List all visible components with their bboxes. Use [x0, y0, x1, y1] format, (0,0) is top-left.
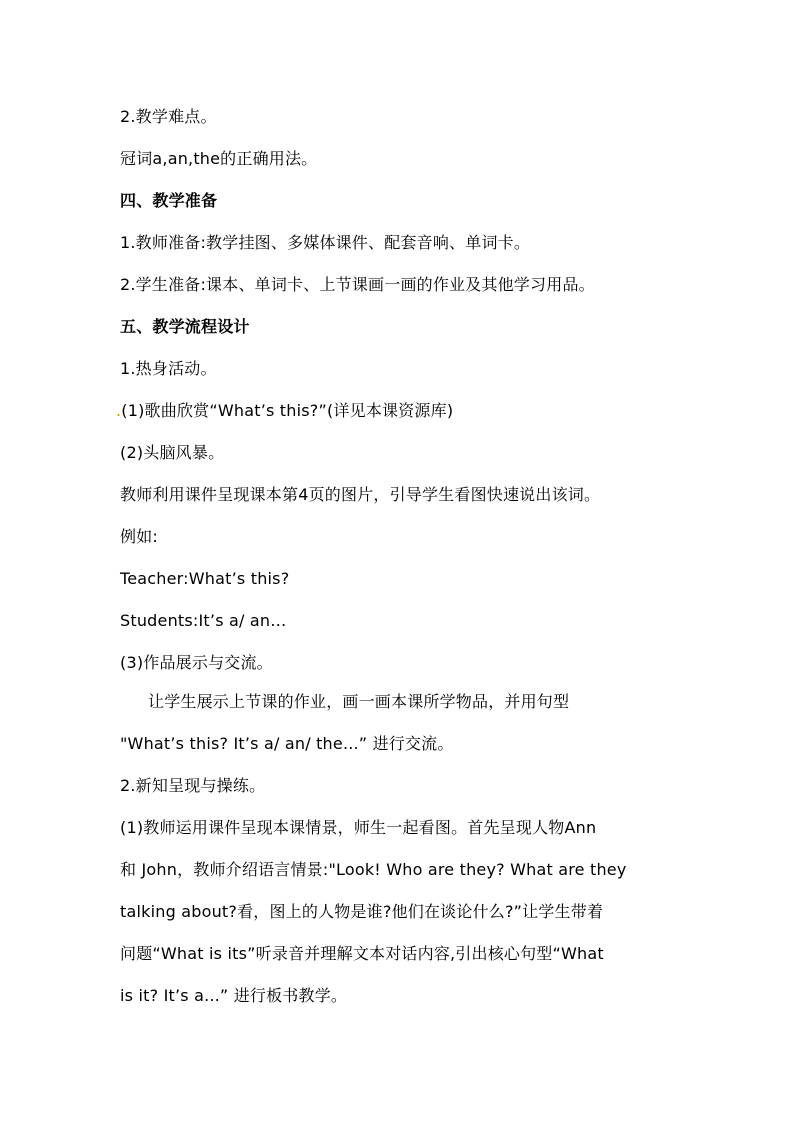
- paragraph-teacher-presents-picture: 教师利用课件呈现课本第4页的图片，引导学生看图快速说出该词。: [120, 485, 601, 504]
- song-appreciation-text: (1)歌曲欣赏“What’s this?”(详见本课资源库): [121, 401, 454, 420]
- list-item-warm-up: 1.热身活动。: [120, 359, 217, 378]
- section-heading-process-design: 五、教学流程设计: [120, 317, 250, 336]
- paragraph-courseware-scene: (1)教师运用课件呈现本课情景，师生一起看图。首先呈现人物Ann: [120, 818, 597, 837]
- paragraph-for-example: 例如:: [120, 527, 158, 546]
- paragraph-students-display-homework: 让学生展示上节课的作业，画一画本课所学物品，并用句型: [148, 692, 570, 711]
- paragraph-sentence-pattern: "What’s this? It’s a/ an/ the...” 进行交流。: [120, 734, 454, 753]
- list-item-works-display: (3)作品展示与交流。: [120, 653, 273, 672]
- list-item-new-knowledge: 2.新知呈现与操练。: [120, 776, 266, 795]
- paragraph-articles-usage: 冠词a,an,the的正确用法。: [120, 149, 318, 168]
- list-item-teacher-preparation: 1.教师准备:教学挂图、多媒体课件、配套音响、单词卡。: [120, 233, 531, 252]
- paragraph-talking-about: talking about?看，图上的人物是谁?他们在谈论什么?”让学生带着: [120, 902, 604, 921]
- dialogue-students-line: Students:It’s a/ an…: [120, 611, 287, 630]
- stray-dot-mark: .: [116, 401, 122, 420]
- section-item-teaching-difficulty: 2.教学难点。: [120, 107, 217, 126]
- list-item-song-appreciation: [116, 399, 454, 423]
- paragraph-listen-recording: 问题“What is its”听录音并理解文本对话内容,引出核心句型“What: [120, 944, 604, 963]
- list-item-brainstorm: (2)头脑风暴。: [120, 443, 225, 462]
- list-item-student-preparation: 2.学生准备:课本、单词卡、上节课画一画的作业及其他学习用品。: [120, 275, 595, 294]
- paragraph-language-scene: 和 John，教师介绍语言情景:"Look! Who are they? What are they: [120, 860, 627, 879]
- dialogue-teacher-line: Teacher:What’s this?: [120, 569, 290, 588]
- paragraph-board-writing: is it? It’s a...” 进行板书教学。: [120, 986, 348, 1005]
- section-heading-preparation: 四、教学准备: [120, 191, 218, 210]
